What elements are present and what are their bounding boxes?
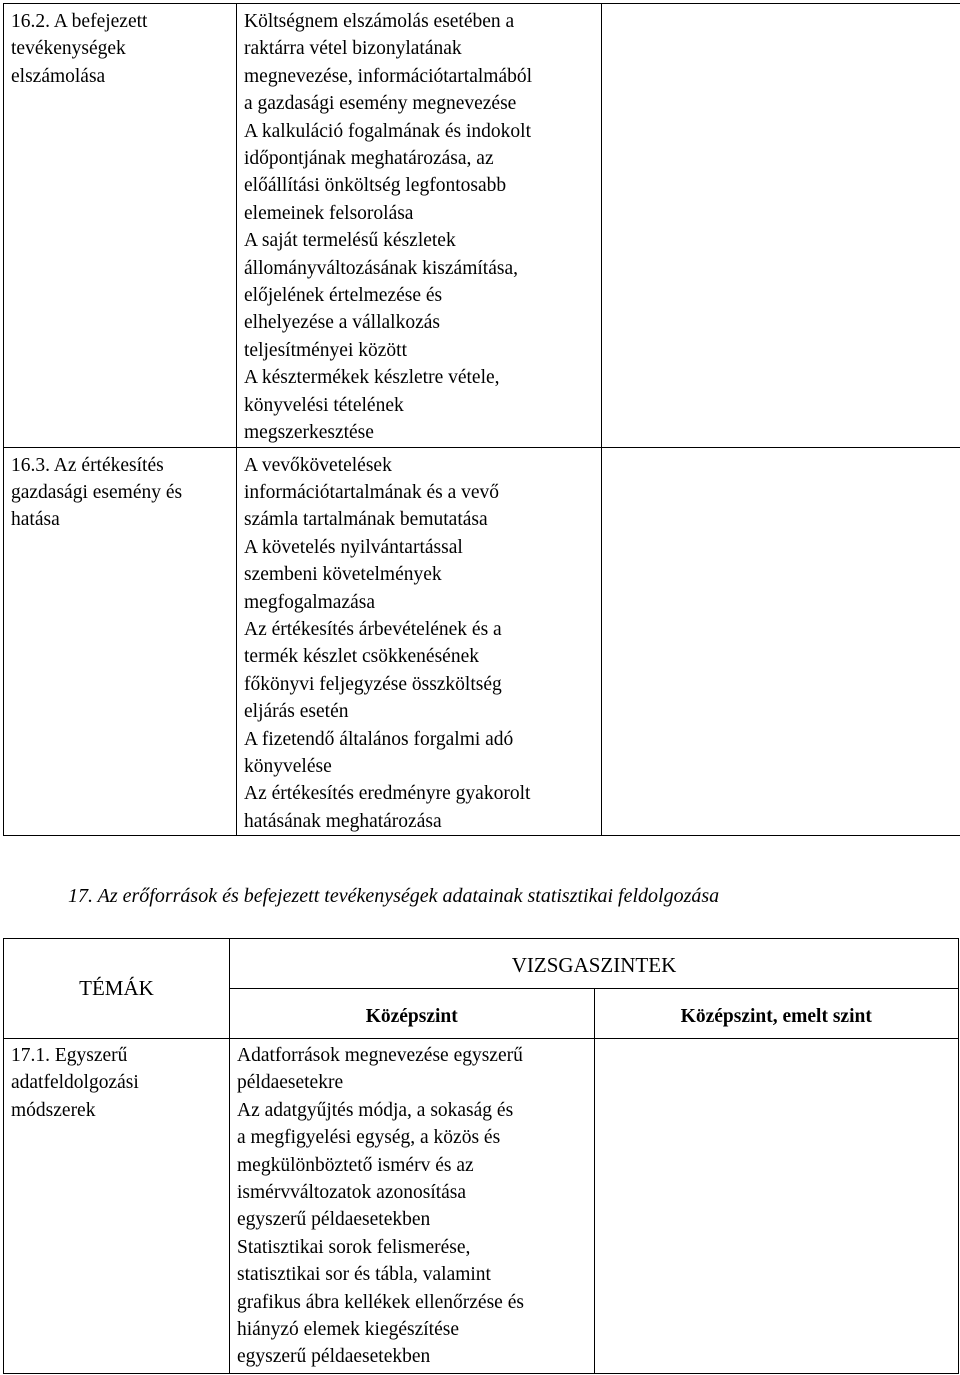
text-line: egyszerű példaesetekben <box>237 1346 431 1368</box>
text-line: statisztikai sor és tábla, valamint <box>237 1264 491 1286</box>
text-line: megkülönböztető ismérv és az <box>237 1154 474 1176</box>
topic-cell <box>4 447 237 836</box>
text-line: megfogalmazása <box>244 591 376 613</box>
text-line: A saját termelésű készletek <box>244 230 456 252</box>
table-row-17-1 <box>4 1039 959 1374</box>
text-line: grafikus ábra kellékek ellenőrzése és <box>237 1291 524 1313</box>
text-line: elhelyezése a vállalkozás <box>244 312 440 334</box>
text-line: eljárás esetén <box>244 701 349 723</box>
text-line: a megfigyelési egység, a közös és <box>237 1127 501 1149</box>
intermediate-level-header: Középszint <box>230 989 595 1039</box>
text-line: állományváltozásának kiszámítása, <box>244 257 518 279</box>
text-line: előállítási önköltség legfontosabb <box>244 175 507 197</box>
text-line: elszámolása <box>11 65 106 87</box>
topics-header: TÉMÁK <box>4 939 230 1039</box>
text-line: Adatforrások megnevezése egyszerű <box>237 1045 523 1066</box>
text-line: tevékenységek <box>11 38 126 60</box>
text-line: egyszerű példaesetekben <box>237 1209 431 1231</box>
text-line: A fizetendő általános forgalmi adó <box>244 728 514 750</box>
text-line: A követelés nyilvántartással <box>244 536 463 558</box>
text-line: A kalkuláció fogalmának és indokolt <box>244 120 532 142</box>
text-line: Az értékesítés árbevételének és a <box>244 618 502 640</box>
text-line: Az értékesítés eredményre gyakorolt <box>244 783 531 805</box>
advanced-level-cell <box>602 4 960 448</box>
advanced-level-cell <box>602 447 960 836</box>
text-line: könyvelése <box>244 755 332 777</box>
text-line: megnevezése, információtartalmából <box>244 65 533 87</box>
text-line: módszerek <box>11 1099 96 1121</box>
text-line: 16.2. A befejezett <box>11 11 148 32</box>
intermediate-level-cell <box>230 1039 595 1374</box>
text-line: ismérvváltozatok azonosítása <box>237 1182 467 1204</box>
text-line: termék készlet csökkenésének <box>244 646 479 668</box>
text-line: A vevőkövetelések <box>244 454 392 476</box>
text-line: könyvelési tételének <box>244 394 404 416</box>
text-line: teljesítményei között <box>244 339 407 361</box>
text-line: raktárra vétel bizonylatának <box>244 38 462 60</box>
text-line: hiányzó elemek kiegészítése <box>237 1319 459 1341</box>
topic-cell <box>4 4 237 448</box>
text-line: 17.1. Egyszerű <box>11 1045 128 1066</box>
text-line: számla tartalmának bemutatása <box>244 509 488 531</box>
topic-table-17 <box>3 938 959 1374</box>
text-line: előjelének értelmezése és <box>244 285 443 307</box>
text-line: A késztermékek készletre vétele, <box>244 367 500 389</box>
text-line: Statisztikai sorok felismerése, <box>237 1236 471 1258</box>
section-heading: 17. Az erőforrások és befejezett tevékenységek adatainak statisztikai feldolgozása <box>68 885 720 907</box>
exam-levels-header: VIZSGASZINTEK <box>230 939 959 989</box>
text-line: megszerkesztése <box>244 422 374 444</box>
intermediate-level-cell <box>237 4 602 448</box>
text-line: a gazdasági esemény megnevezése <box>244 93 517 115</box>
text-line: 16.3. Az értékesítés <box>11 454 164 476</box>
table-row-16-2 <box>4 4 960 448</box>
advanced-level-header: Középszint, emelt szint <box>594 989 959 1039</box>
text-line: gazdasági esemény és <box>11 481 183 503</box>
table-row-16-3 <box>4 447 960 836</box>
intermediate-level-cell <box>237 447 602 836</box>
text-line: példaesetekre <box>237 1072 344 1094</box>
text-line: információtartalmának és a vevő <box>244 481 500 503</box>
text-line: Az adatgyűjtés módja, a sokaság és <box>237 1099 514 1121</box>
text-line: szembeni követelmények <box>244 564 442 586</box>
text-line: Költségnem elszámolás esetében a <box>244 11 515 32</box>
table-header-row <box>4 939 959 989</box>
text-line: főkönyvi feljegyzése összköltség <box>244 673 502 695</box>
advanced-level-cell <box>594 1039 959 1374</box>
topic-cell <box>4 1039 230 1374</box>
text-line: elemeinek felsorolása <box>244 202 414 224</box>
text-line: adatfeldolgozási <box>11 1072 139 1094</box>
text-line: hatása <box>11 509 60 531</box>
topic-table-16 <box>3 3 960 836</box>
text-line: időpontjának meghatározása, az <box>244 148 494 170</box>
text-line: hatásának meghatározása <box>244 810 442 832</box>
